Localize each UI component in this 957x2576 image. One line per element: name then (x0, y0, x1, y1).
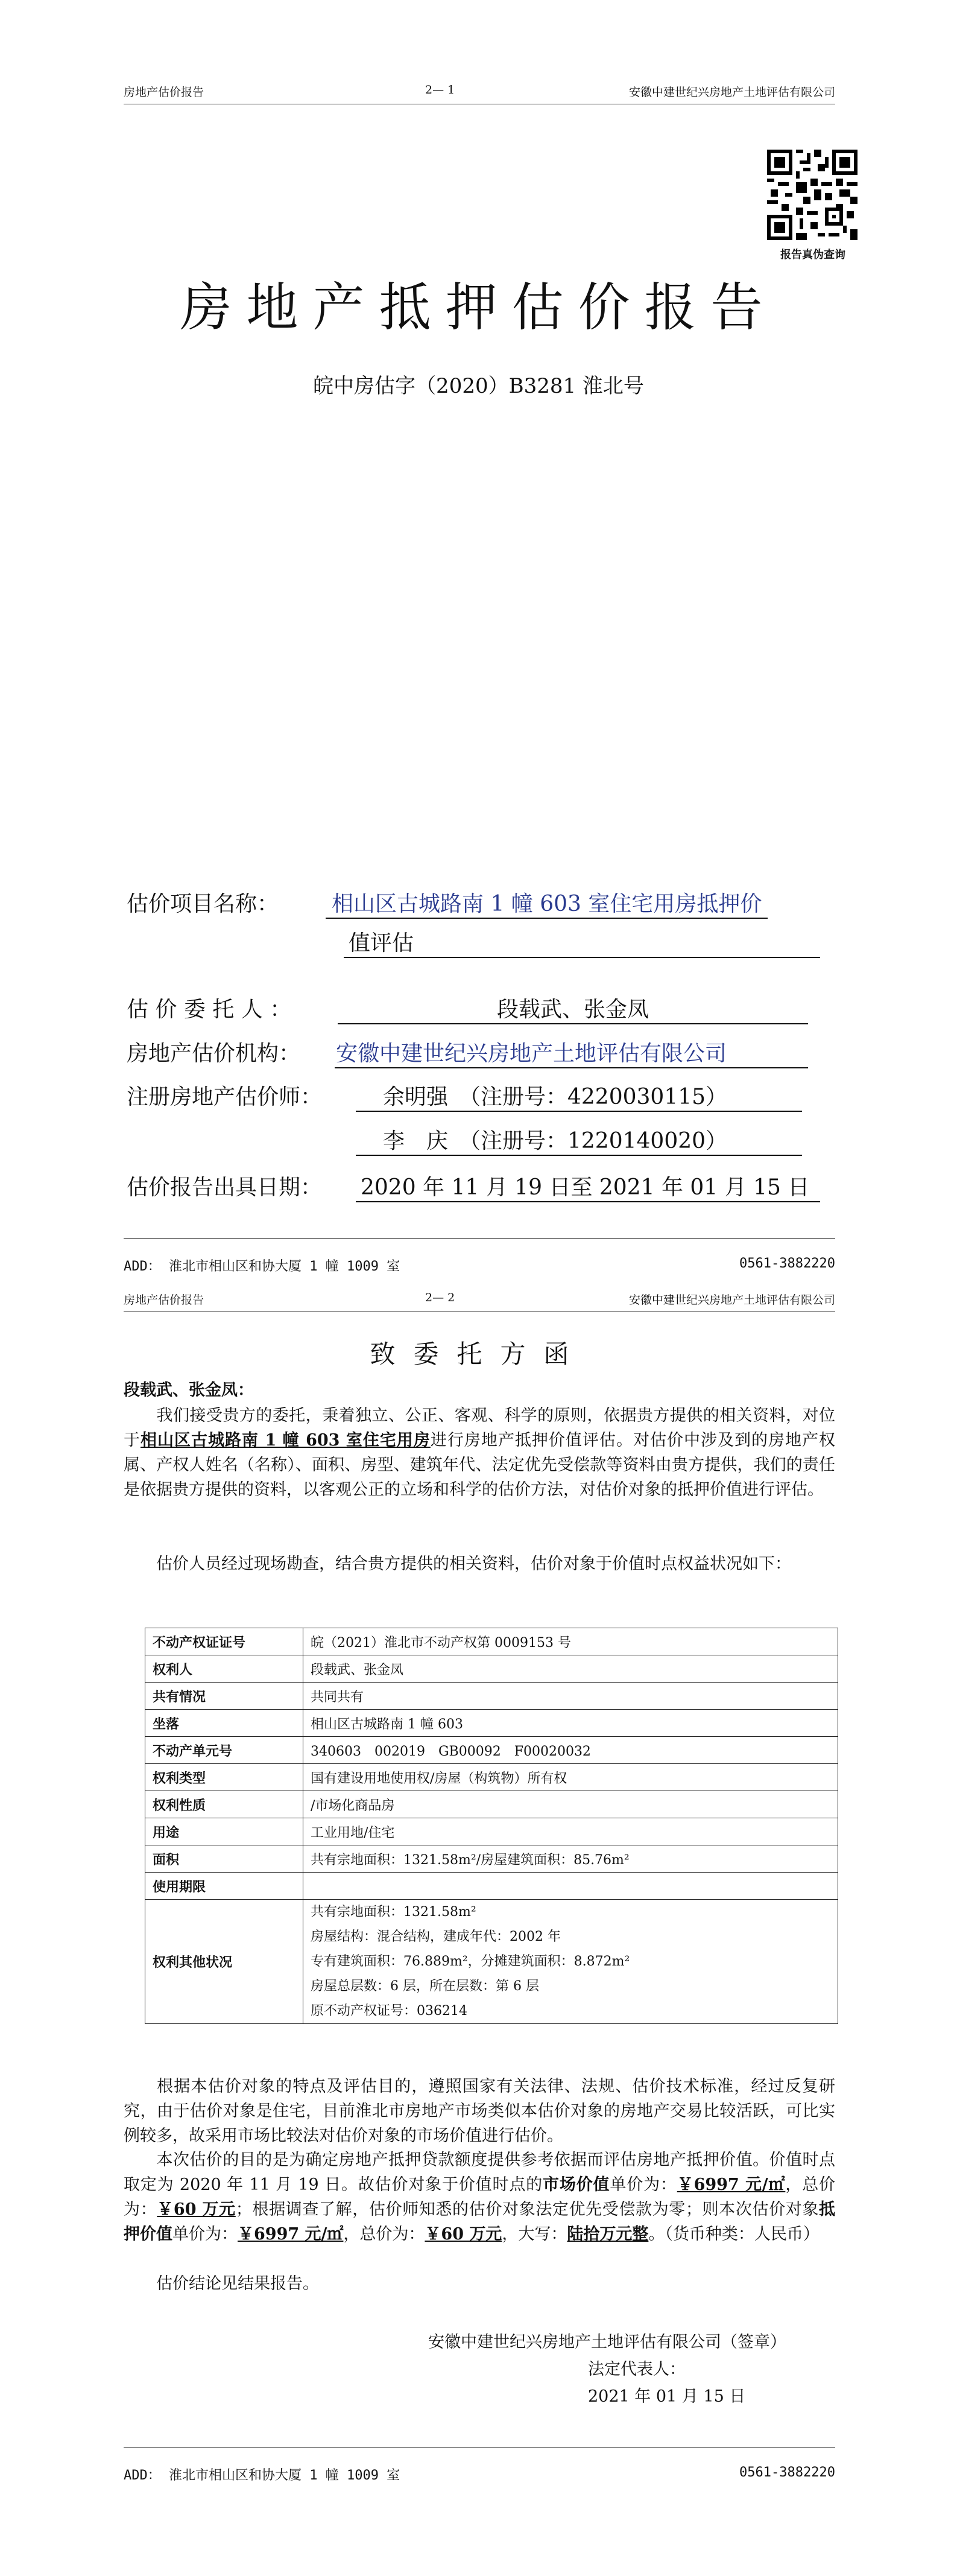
report-date-row (127, 1170, 322, 1201)
footer-rule (124, 1238, 835, 1239)
intro-text: 我们接受贵方的委托，秉着独立、公正、客观、科学的原则，依据贵方提供的相关资料，对位于 (124, 1406, 835, 1450)
project-name-row (127, 887, 762, 918)
client-value: 段载武、张金凤 (338, 992, 808, 1024)
total-price-label: ，总价为： (124, 2175, 836, 2219)
table-value: /市场化商品房 (303, 1791, 838, 1818)
other-status-line: 房屋结构：混合结构，建成年代：2002 年 (311, 1929, 561, 1944)
table-key: 权利性质 (145, 1791, 303, 1818)
footer-address: ADD： 淮北市相山区和协大厦 1 幢 1009 室 (124, 2468, 400, 2483)
paragraph-see-results (124, 2271, 835, 2296)
report-number: 皖中房估字（2020）B3281 淮北号 (313, 374, 644, 398)
table-key: 用途 (145, 1818, 303, 1845)
table-key: 权利类型 (145, 1764, 303, 1791)
method-text: 根据本估价对象的特点及评估目的，遵照国家有关法律、法规、估价技术标准，经过反复研究，由于估价对象是住宅，目前淮北市房地产市场类似本估价对象的房地产交易比较活跃，可比实例较多，故采用市场比较法对估价对象的市场价值进行估价。 (124, 2077, 835, 2145)
other-status-line: 房屋总层数：6 层，所在层数：第 6 层 (311, 1979, 539, 1994)
mortgage-value-label: 抵押价值 (124, 2200, 836, 2244)
conclusion-text-cont: ；根据调查了解，估价师知悉的估价对象法定优先受偿款为零；则本次估价对象 (235, 2200, 820, 2219)
report-title: 房地产抵押估价报告 (180, 278, 777, 338)
footer-address: ADD： 淮北市相山区和协大厦 1 幢 1009 室 (124, 1259, 400, 1274)
header-company: 安徽中建世纪兴房地产土地评估有限公司 (628, 1293, 835, 1307)
paragraph-survey (124, 1552, 835, 1576)
header-report-type: 房地产估价报告 (124, 1293, 204, 1307)
report-date-label: 估价报告出具日期： (127, 1175, 323, 1200)
agency-value: 安徽中建世纪兴房地产土地评估有限公司 (335, 1036, 808, 1068)
table-value: 国有建设用地使用权/房屋（构筑物）所有权 (303, 1764, 838, 1791)
table-key: 面积 (145, 1845, 303, 1873)
table-row (145, 1628, 838, 1655)
survey-text: 估价人员经过现场勘查，结合贵方提供的相关资料，估价对象于价值时点权益状况如下： (156, 1555, 791, 1573)
header-report-type: 房地产估价报告 (124, 86, 204, 99)
table-key: 坐落 (145, 1710, 303, 1737)
header-company: 安徽中建世纪兴房地产土地评估有限公司 (628, 86, 835, 99)
appraiser-row (127, 1080, 322, 1111)
market-value-label: 市场价值 (543, 2175, 610, 2194)
signature-company: 安徽中建世纪兴房地产土地评估有限公司（签章） (428, 2333, 786, 2352)
other-status-line: 专有建筑面积：76.889m²，分摊建筑面积：8.872m² (311, 1954, 630, 1969)
table-value: 共同共有 (303, 1683, 838, 1710)
qr-code-icon[interactable] (767, 150, 858, 240)
market-unit-price: ￥6997 元/㎡ (677, 2175, 786, 2194)
table-row (145, 1845, 838, 1873)
table-value-multiline (303, 1900, 838, 2024)
mortgage-total-price: ￥60 万元 (425, 2225, 502, 2244)
appraiser-2: 李 庆 （注册号：1220140020） (356, 1124, 802, 1156)
signature-date: 2021 年 01 月 15 日 (588, 2387, 746, 2406)
project-name-label: 估价项目名称： (127, 892, 279, 916)
agency-label: 房地产估价机构： (127, 1041, 301, 1066)
market-total-price: ￥60 万元 (157, 2200, 236, 2219)
header-page-number: 2— 2 (425, 1291, 455, 1304)
currency-note: 。（货币种类：人民币） (648, 2225, 820, 2244)
table-key: 权利人 (145, 1655, 303, 1683)
intro-text-cont: 进行房地产抵押价值评估。对估价中涉及到的房地产权属、产权人姓名（名称）、面积、房型、建筑年代、法定优先受偿款等资料由贵方提供，我们的责任是依据贵方提供的资料，以客观公正的立场和科学的估价方法，对估价对象的抵押价值进行评估。 (124, 1431, 836, 1499)
table-row (145, 1764, 838, 1791)
paragraph-method (124, 2074, 835, 2148)
property-address: 相山区古城路南 1 幢 603 室住宅用房 (141, 1431, 431, 1450)
table-value: 工业用地/住宅 (303, 1818, 838, 1845)
project-name-value: 相山区古城路南 1 幢 603 室住宅用房抵押价 (326, 887, 768, 919)
appraiser-label: 注册房地产估价师： (127, 1085, 323, 1109)
client-label: 估 价 委 托 人 ： (127, 997, 292, 1022)
client-row (127, 992, 291, 1023)
agency-row (127, 1036, 300, 1067)
table-key: 不动产权证证号 (145, 1628, 303, 1655)
table-row (145, 1655, 838, 1683)
table-key: 不动产单元号 (145, 1737, 303, 1764)
table-value: 共有宗地面积：1321.58m²/房屋建筑面积：85.76m² (303, 1845, 838, 1873)
table-row (145, 1710, 838, 1737)
table-value: 相山区古城路南 1 幢 603 (303, 1710, 838, 1737)
other-status-line: 原不动产权证号：036214 (311, 2003, 467, 2019)
table-key: 权利其他状况 (145, 1900, 303, 2024)
footer-phone: 0561-3882220 (739, 2465, 835, 2480)
table-value: 段载武、张金凤 (303, 1655, 838, 1683)
table-key: 共有情况 (145, 1683, 303, 1710)
header-page-number: 2— 1 (425, 83, 455, 97)
see-results-text: 估价结论见结果报告。 (156, 2274, 319, 2293)
conclusion-text: 本次估价的目的是为确定房地产抵押贷款额度提供参考依据而评估房地产抵押价值。价值时点取定为 2020 年 11 月 19 日。故估价对象于价值时点的 (124, 2151, 835, 2194)
capital-amount: 陆拾万元整 (567, 2225, 649, 2244)
table-row (145, 1873, 838, 1900)
mortgage-unit-price: ￥6997 元/㎡ (238, 2225, 344, 2244)
signature-representative: 法定代表人： (588, 2360, 686, 2379)
salutation: 段载武、张金凤： (124, 1381, 254, 1400)
paragraph-intro (124, 1403, 835, 1502)
footer-phone: 0561-3882220 (739, 1256, 835, 1271)
table-key: 使用期限 (145, 1873, 303, 1900)
footer-rule-2 (124, 2447, 835, 2448)
unit-price-label: 单价为： (610, 2175, 677, 2194)
table-row (145, 1900, 838, 2024)
table-value (303, 1873, 838, 1900)
appraiser-1: 余明强 （注册号：4220030115） (356, 1080, 802, 1112)
table-row (145, 1737, 838, 1764)
table-value: 皖（2021）淮北市不动产权第 0009153 号 (303, 1628, 838, 1655)
rights-table (145, 1628, 838, 2024)
report-date-value: 2020 年 11 月 19 日至 2021 年 01 月 15 日 (356, 1170, 820, 1202)
other-status-line: 共有宗地面积：1321.58m² (311, 1905, 476, 1920)
paragraph-conclusion (124, 2148, 835, 2247)
table-row (145, 1818, 838, 1845)
unit-price-label-2: 单价为： (172, 2225, 238, 2244)
project-name-value-cont: 值评估 (344, 926, 820, 958)
total-price-label-2: ，总价为： (343, 2225, 425, 2244)
letter-title: 致委托方函 (370, 1339, 587, 1369)
qr-caption: 报告真伪查询 (780, 249, 845, 261)
table-row (145, 1791, 838, 1818)
table-value: 340603 002019 GB00092 F00020032 (303, 1737, 838, 1764)
capital-label: ，大写： (502, 2225, 567, 2244)
table-row (145, 1683, 838, 1710)
